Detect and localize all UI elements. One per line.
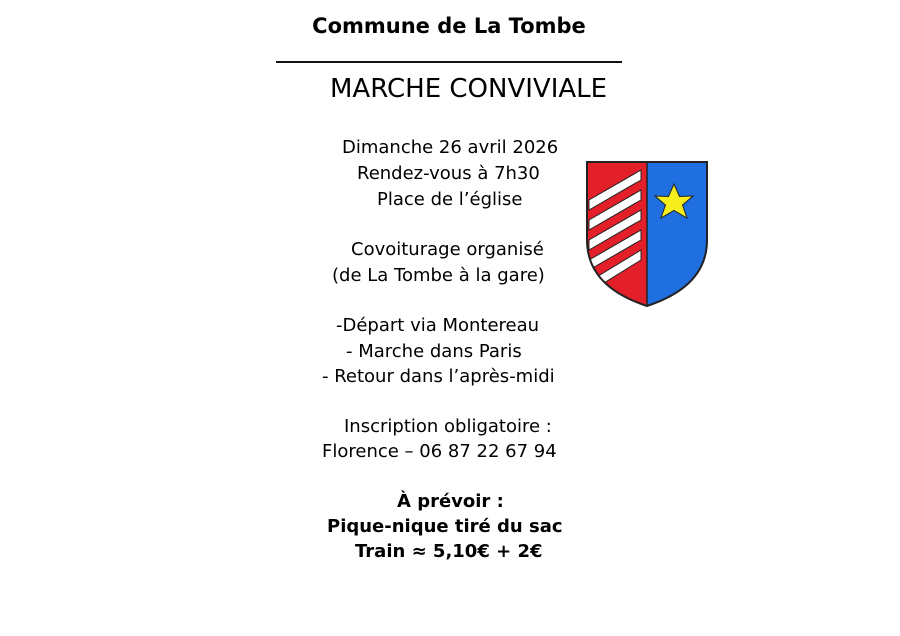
coat-right-field — [647, 160, 709, 308]
bring-item-train: Train ≈ 5,10€ + 2€ — [355, 541, 543, 562]
event-date: Dimanche 26 avril 2026 — [342, 137, 559, 158]
header-divider — [276, 61, 622, 63]
bring-label: À prévoir : — [397, 491, 504, 512]
carpool-line-2: (de La Tombe à la gare) — [332, 265, 545, 286]
program-item: - Retour dans l’après-midi — [322, 366, 555, 387]
event-title: MARCHE CONVIVIALE — [330, 74, 608, 104]
bring-item-picnic: Pique-nique tiré du sac — [327, 516, 563, 537]
coat-of-arms-icon — [585, 160, 709, 308]
program-item: - Marche dans Paris — [346, 341, 522, 362]
carpool-line-1: Covoiturage organisé — [351, 239, 544, 260]
registration-label: Inscription obligatoire : — [344, 416, 552, 437]
program-item: -Départ via Montereau — [336, 315, 540, 336]
meeting-time: Rendez-vous à 7h30 — [357, 163, 540, 184]
meeting-place: Place de l’église — [377, 189, 523, 210]
commune-title: Commune de La Tombe — [312, 14, 586, 38]
registration-contact: Florence – 06 87 22 67 94 — [322, 441, 557, 462]
